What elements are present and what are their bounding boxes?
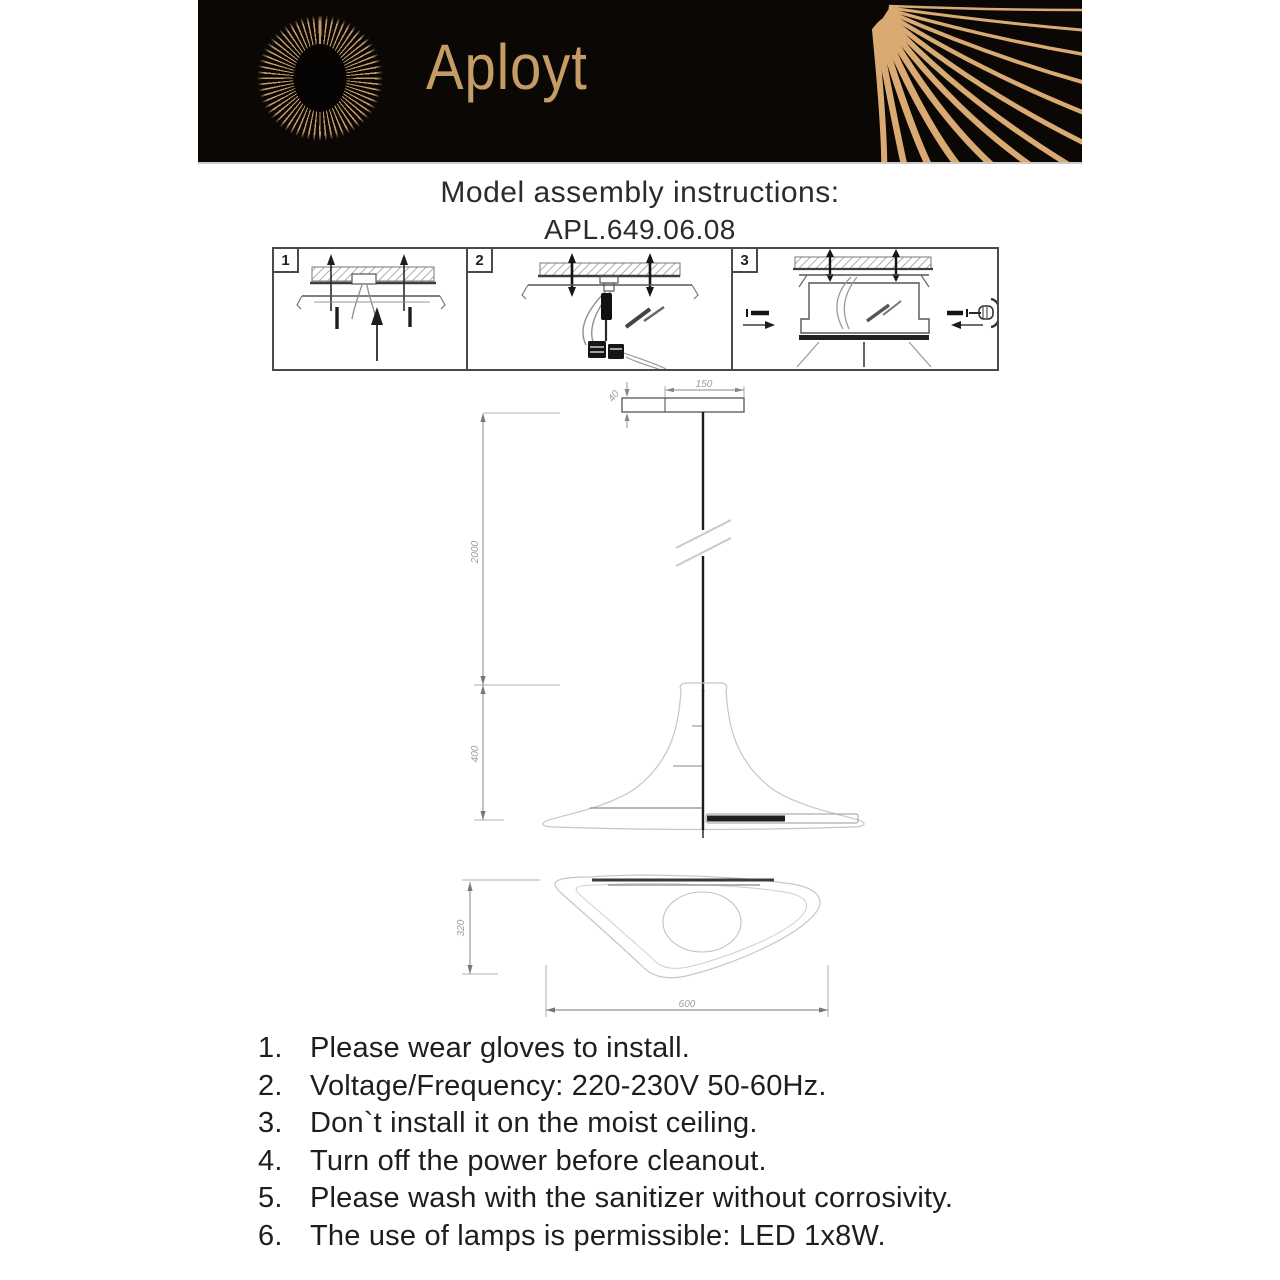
step-number-badge: 2 bbox=[468, 249, 493, 273]
plan-view bbox=[555, 875, 820, 978]
list-item-number: 3. bbox=[258, 1107, 283, 1139]
list-item-text: The use of lamps is permissible: LED 1x8W. bbox=[310, 1219, 886, 1252]
list-item-number: 2. bbox=[258, 1069, 283, 1102]
dim-plan-width: 600 bbox=[678, 999, 696, 1010]
dim-canopy-width: 150 bbox=[695, 380, 713, 390]
step-number-badge: 3 bbox=[733, 249, 758, 273]
assembly-step-panel-3 bbox=[731, 247, 999, 371]
step1-drawing bbox=[274, 249, 466, 369]
list-item-text: Voltage/Frequency: 220-230V 50-60Hz. bbox=[310, 1069, 827, 1102]
assembly-step-panel-2 bbox=[466, 247, 733, 371]
model-number: APL.649.06.08 bbox=[544, 214, 736, 245]
title-block bbox=[0, 176, 1280, 246]
list-item-text: Don`t install it on the moist ceiling. bbox=[310, 1107, 758, 1139]
list-item-text: Turn off the power before cleanout. bbox=[310, 1144, 767, 1177]
brand-banner bbox=[198, 0, 1082, 164]
dim-plan-depth: 320 bbox=[456, 919, 467, 937]
list-item-text: Please wash with the sanitizer without corrosivity. bbox=[310, 1182, 954, 1214]
list-item-number: 4. bbox=[258, 1144, 283, 1177]
dim-canopy-height: 40 bbox=[606, 388, 622, 405]
step2-drawing bbox=[468, 249, 731, 369]
step-number-badge: 1 bbox=[274, 249, 299, 273]
dim-shade-height: 400 bbox=[470, 745, 481, 763]
page-title: Model assembly instructions: bbox=[440, 176, 840, 209]
starburst-core bbox=[294, 44, 346, 112]
instruction-list bbox=[258, 1030, 1118, 1255]
brand-logo-text: Aployt bbox=[426, 31, 588, 103]
dim-suspension-length: 2000 bbox=[470, 540, 481, 564]
list-item-number: 5. bbox=[258, 1182, 283, 1214]
assembly-steps-row bbox=[272, 247, 999, 371]
pendant-dimension-drawing bbox=[440, 380, 890, 1040]
assembly-step-panel-1 bbox=[272, 247, 468, 371]
list-item-text: Please wear gloves to install. bbox=[310, 1032, 690, 1064]
rays-decoration-icon bbox=[740, 0, 1082, 162]
list-item-number: 6. bbox=[258, 1219, 283, 1252]
step3-drawing bbox=[733, 249, 997, 369]
list-item-number: 1. bbox=[258, 1032, 283, 1064]
